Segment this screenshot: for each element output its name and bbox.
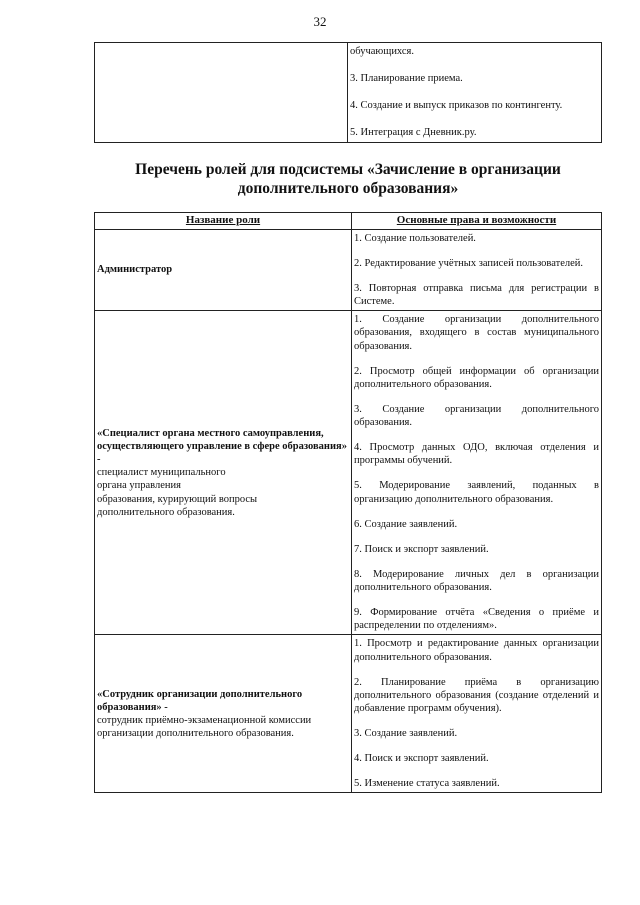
- continuation-table: [94, 42, 602, 143]
- list-item: 5. Интеграция с Дневник.ру.: [350, 127, 477, 139]
- rights-cell: [352, 635, 602, 793]
- role-name: «Специалист органа местного самоуправления, осуществляющего управление в сфере образования» -: [97, 427, 347, 466]
- role-cell: [95, 311, 352, 635]
- table-row: [95, 229, 602, 311]
- list-item: обучающихся.: [350, 46, 414, 57]
- list-item: 4. Просмотр данных ОДО, включая отделения и программы обучений.: [354, 442, 599, 467]
- list-item: 5. Изменение статуса заявлений.: [354, 778, 500, 790]
- list-item: 2. Планирование приёма в организацию дополнительного образования (создание отделений и добавление программ обучения).: [354, 676, 599, 714]
- roles-table: [94, 212, 602, 793]
- role-cell: [95, 229, 352, 311]
- list-item: 3. Создание организации дополнительного образования.: [354, 403, 599, 428]
- list-item: 3. Повторная отправка письма для регистрации в Системе.: [354, 283, 599, 308]
- role-description: дополнительного образования.: [97, 506, 235, 518]
- role-name: Администратор: [97, 264, 173, 276]
- role-cell: [95, 635, 352, 793]
- column-header-rights: Основные права и возможности: [352, 213, 602, 230]
- empty-cell: [95, 43, 348, 143]
- list-item: 9. Формирование отчёта «Сведения о приёме и распределении по отделениям».: [354, 607, 599, 632]
- list-item: 1. Создание пользователей.: [354, 232, 476, 244]
- list-item: 3. Создание заявлений.: [354, 728, 458, 739]
- section-heading: [94, 160, 602, 199]
- list-item: 8. Модерирование личных дел в организации дополнительного образования.: [354, 568, 599, 593]
- rights-cell: [348, 43, 602, 143]
- list-item: 4. Создание и выпуск приказов по контингенту.: [350, 100, 563, 112]
- table-row: [95, 43, 602, 143]
- role-description: органа управления: [97, 480, 181, 492]
- rights-cell: [352, 311, 602, 635]
- rights-cell: [352, 229, 602, 311]
- list-item: 1. Создание организации дополнительного образования, входящего в состав муниципального образования.: [354, 314, 599, 352]
- list-item: 5. Модерирование заявлений, поданных в организацию дополнительного образования.: [354, 480, 599, 505]
- list-item: 1. Просмотр и редактирование данных организации дополнительного образования.: [354, 638, 599, 663]
- list-item: 3. Планирование приема.: [350, 73, 463, 85]
- table-row: [95, 635, 602, 793]
- heading-line: Перечень ролей для подсистемы «Зачисление в организации: [135, 161, 561, 178]
- role-description: сотрудник приёмно-экзаменационной комиссии организации дополнительного образования.: [97, 714, 312, 739]
- list-item: 2. Просмотр общей информации об организации дополнительного образования.: [354, 365, 599, 390]
- role-name: «Сотрудник организации дополнительного образования» -: [97, 688, 303, 713]
- list-item: 4. Поиск и экспорт заявлений.: [354, 753, 489, 765]
- table-row: [95, 311, 602, 635]
- page-number: 32: [313, 14, 327, 29]
- role-description: образования, курирующий вопросы: [97, 493, 258, 505]
- list-item: 2. Редактирование учётных записей пользователей.: [354, 257, 584, 269]
- role-description: специалист муниципального: [97, 467, 226, 479]
- list-item: 7. Поиск и экспорт заявлений.: [354, 543, 489, 555]
- heading-line: дополнительного образования»: [237, 180, 459, 198]
- list-item: 6. Создание заявлений.: [354, 518, 458, 530]
- column-header-role: Название роли: [95, 213, 352, 230]
- table-header-row: [95, 213, 602, 230]
